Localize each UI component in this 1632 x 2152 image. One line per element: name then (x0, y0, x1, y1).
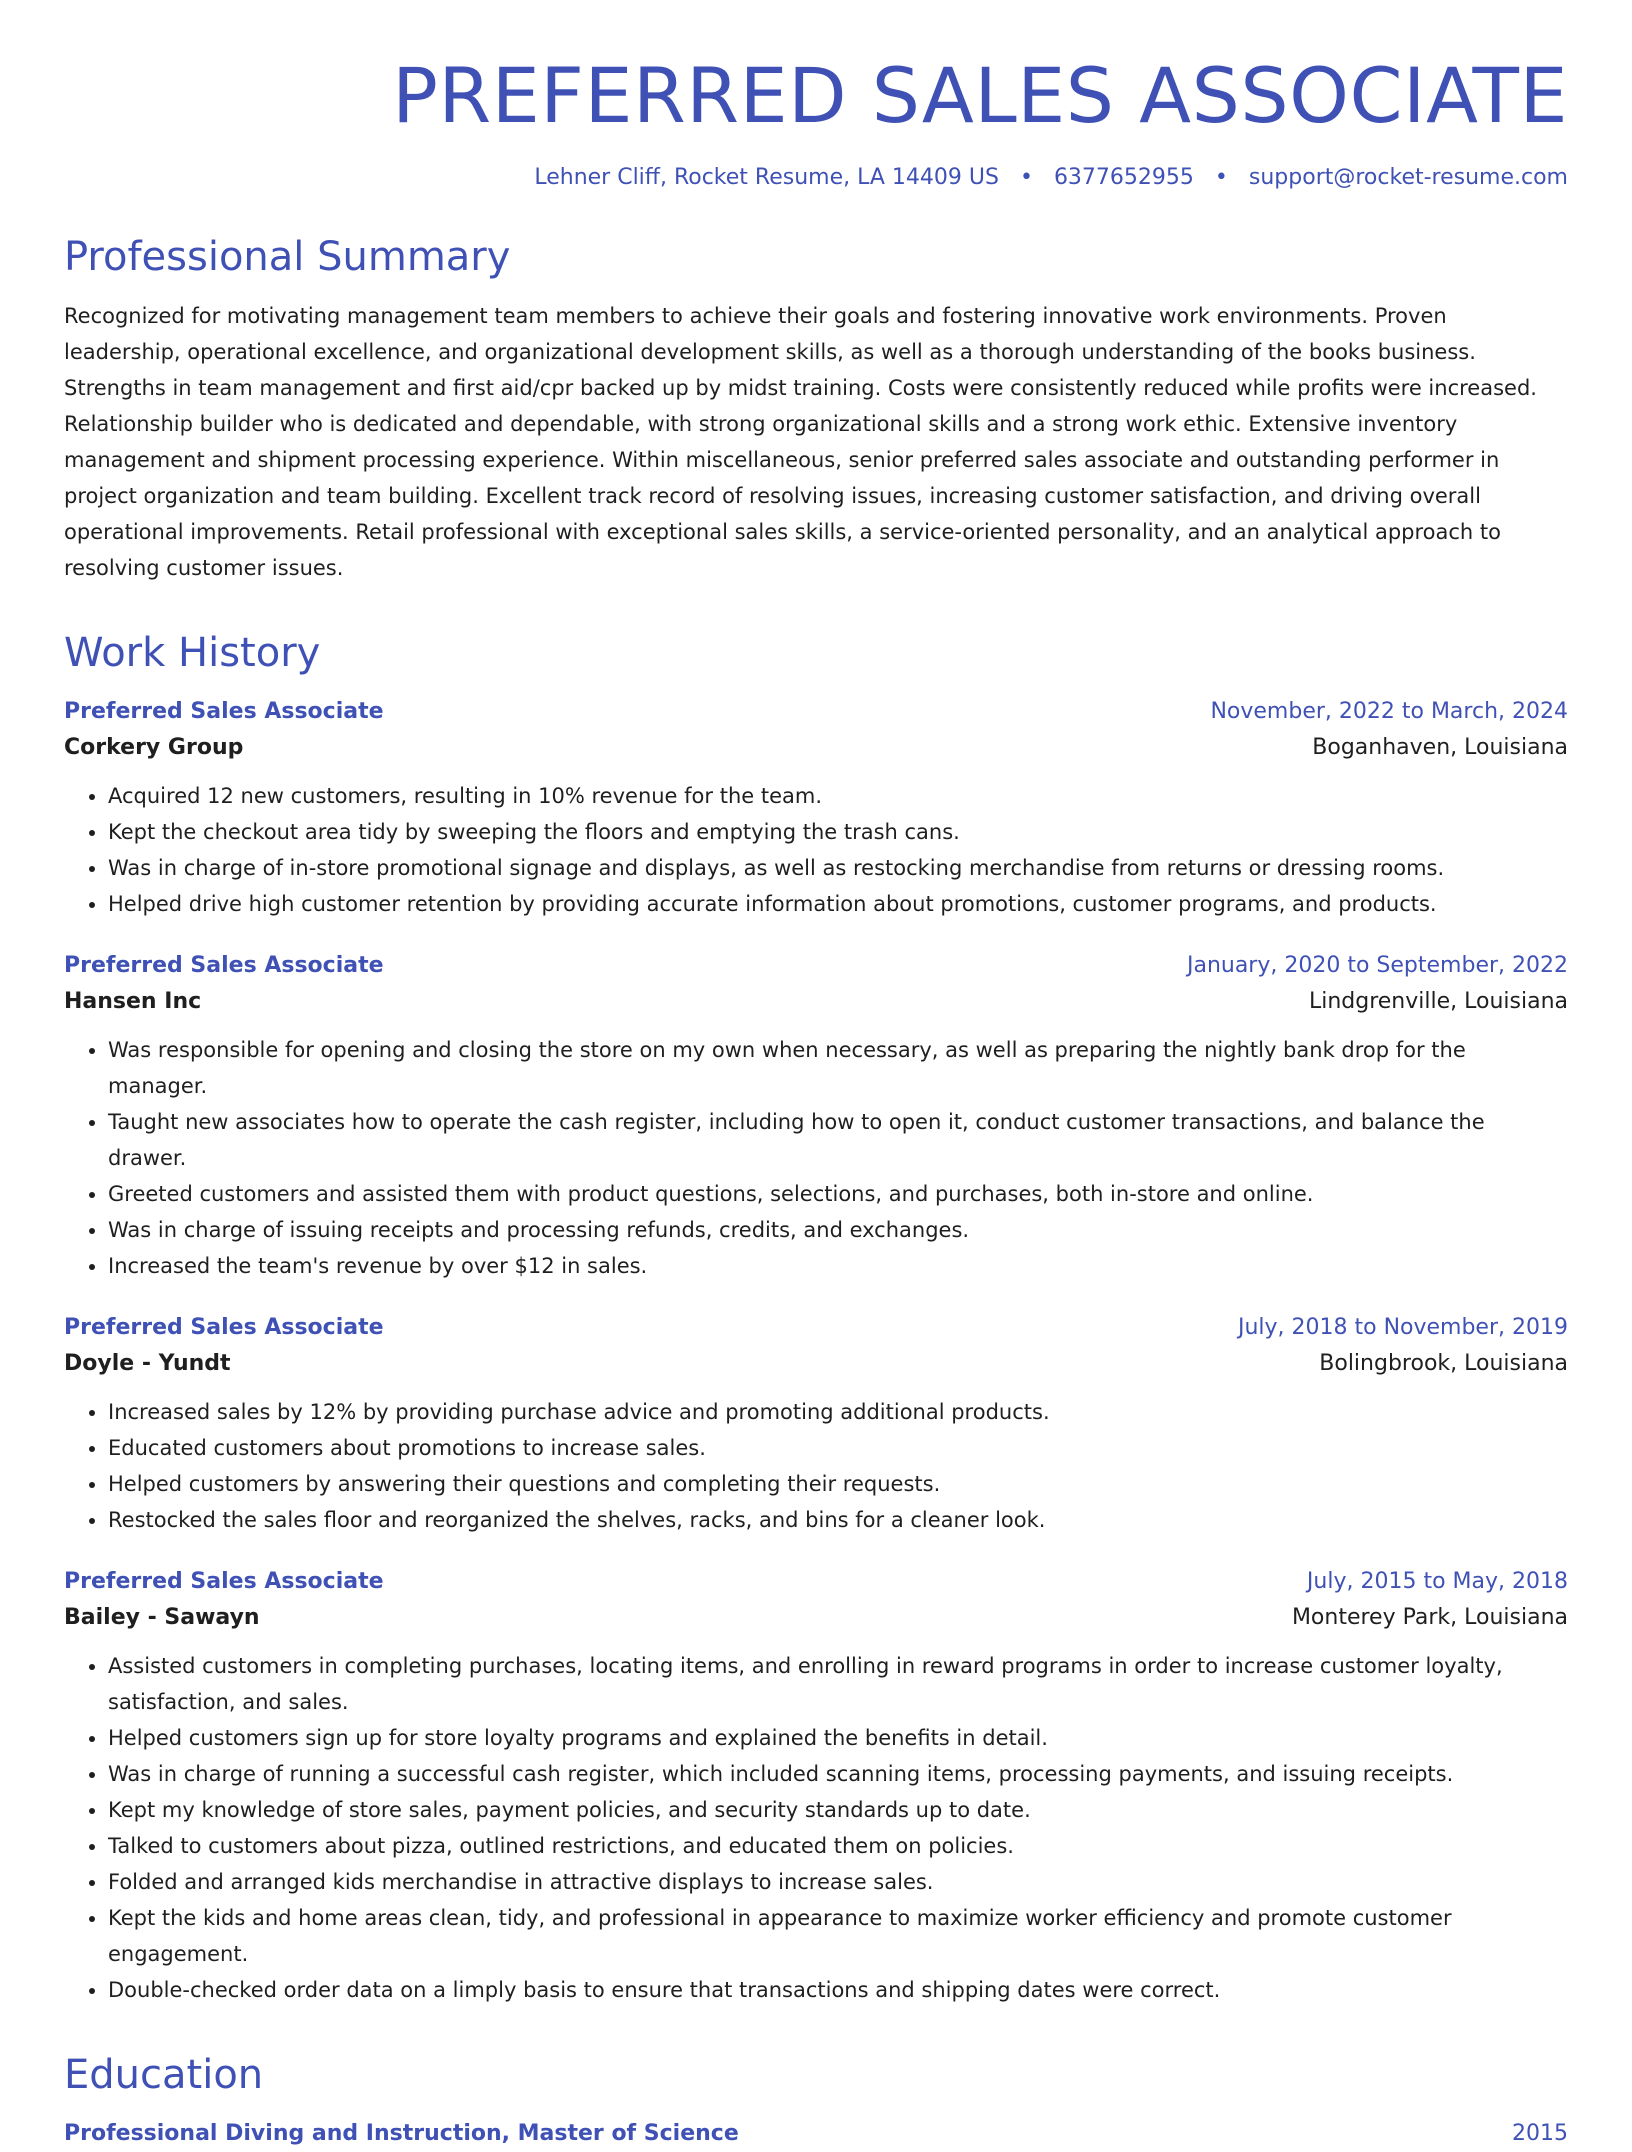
job-bullet: • Restocked the sales floor and reorganized the shelves, racks, and bins for a cleaner look. (108, 1502, 1568, 1538)
summary-section (64, 234, 1568, 586)
work-history-heading: Work History (64, 630, 321, 677)
job-bullet: • Greeted customers and assisted them with product questions, selections, and purchases, both in-store and online. (108, 1176, 1568, 1212)
contact-separator: • (1019, 165, 1033, 191)
job-location: Bolingbrook, Louisiana (1319, 1351, 1568, 1377)
job-bullet: • Helped drive high customer retention by providing accurate information about promotions, customer programs, and products. (108, 886, 1568, 922)
job-entry (64, 1310, 1568, 1538)
job-bullets (64, 1648, 1568, 2008)
job-bullet: • Double-checked order data on a limply basis to ensure that transactions and shipping dates were correct. (108, 1972, 1568, 2008)
job-bullets (64, 778, 1568, 922)
job-bullet: • Kept the checkout area tidy by sweeping the floors and emptying the trash cans. (108, 814, 1568, 850)
job-bullet: • Helped customers sign up for store loyalty programs and explained the benefits in detail. (108, 1720, 1568, 1756)
job-bullet: • Kept my knowledge of store sales, payment policies, and security standards up to date. (108, 1792, 1568, 1828)
job-role: Preferred Sales Associate (64, 1569, 384, 1595)
job-company: Corkery Group (64, 735, 244, 761)
job-bullet: • Helped customers by answering their questions and completing their requests. (108, 1466, 1568, 1502)
resume-header (64, 52, 1568, 190)
job-company: Doyle - Yundt (64, 1351, 231, 1377)
job-bullet: • Talked to customers about pizza, outlined restrictions, and educated them on policies. (108, 1828, 1568, 1864)
work-history-section (64, 630, 1568, 2008)
contact-email: support@rocket-resume.com (1248, 165, 1568, 191)
job-company: Hansen Inc (64, 989, 202, 1015)
summary-heading: Professional Summary (64, 234, 511, 281)
job-location: Lindgrenville, Louisiana (1308, 989, 1568, 1015)
job-company: Bailey - Sawayn (64, 1605, 260, 1631)
education-degree: Professional Diving and Instruction, Master of Science (64, 2121, 739, 2147)
contact-line (64, 165, 1568, 190)
job-bullet: • Increased sales by 12% by providing purchase advice and promoting additional products. (108, 1394, 1568, 1430)
job-bullets (64, 1394, 1568, 1538)
job-location: Monterey Park, Louisiana (1291, 1605, 1568, 1631)
contact-phone: 6377652955 (1053, 165, 1194, 191)
job-entry (64, 694, 1568, 922)
job-bullet: • Increased the team's revenue by over $12 in sales. (108, 1248, 1568, 1284)
job-dates: January, 2020 to September, 2022 (1186, 953, 1568, 979)
job-bullet: • Acquired 12 new customers, resulting in 10% revenue for the team. (108, 778, 1568, 814)
education-entry (64, 2116, 1568, 2152)
job-bullet: • Assisted customers in completing purchases, locating items, and enrolling in reward programs in order to increase customer loyalty, satisfaction, and sales. (108, 1648, 1568, 1720)
job-bullets (64, 1032, 1568, 1284)
education-year: 2015 (1512, 2121, 1568, 2147)
job-role: Preferred Sales Associate (64, 699, 384, 725)
resume-title: PREFERRED SALES ASSOCIATE (392, 51, 1568, 140)
job-entry (64, 948, 1568, 1284)
job-dates: November, 2022 to March, 2024 (1210, 699, 1568, 725)
contact-address: Lehner Cliff, Rocket Resume, LA 14409 US (534, 165, 999, 191)
job-bullet: • Folded and arranged kids merchandise in attractive displays to increase sales. (108, 1864, 1568, 1900)
job-bullet: • Was in charge of running a successful cash register, which included scanning items, processing payments, and issuing receipts. (108, 1756, 1568, 1792)
job-bullet: • Was in charge of issuing receipts and processing refunds, credits, and exchanges. (108, 1212, 1568, 1248)
summary-text: Recognized for motivating management team members to achieve their goals and fostering innovative work environments. Proven leadership, operational excellence, and organizational development skills, as well as a thorough understanding of the books business. Strengths in team management and first aid/cpr backed up by midst training. Costs were consistently reduced while profits were increased. Relationship builder who is dedicated and dependable, with strong organizational skills and a strong work ethic. Extensive inventory management and shipment processing experience. Within miscellaneous, senior preferred sales associate and outstanding performer in project organization and team building. Excellent track record of resolving issues, increasing customer satisfaction, and driving overall operational improvements. Retail professional with exceptional sales skills, a service-oriented personality, and an analytical approach to resolving customer issues. (64, 304, 1537, 581)
education-section (64, 2052, 1568, 2152)
education-heading: Education (64, 2052, 264, 2099)
job-bullet: • Was in charge of in-store promotional signage and displays, as well as restocking merchandise from returns or dressing rooms. (108, 850, 1568, 886)
job-dates: July, 2018 to November, 2019 (1237, 1315, 1568, 1341)
job-bullet: • Taught new associates how to operate the cash register, including how to open it, conduct customer transactions, and balance the drawer. (108, 1104, 1568, 1176)
job-bullet: • Kept the kids and home areas clean, tidy, and professional in appearance to maximize worker efficiency and promote customer engagement. (108, 1900, 1568, 1972)
job-bullet: • Was responsible for opening and closing the store on my own when necessary, as well as preparing the nightly bank drop for the manager. (108, 1032, 1568, 1104)
job-dates: July, 2015 to May, 2018 (1306, 1569, 1568, 1595)
job-location: Boganhaven, Louisiana (1312, 735, 1568, 761)
job-entry (64, 1564, 1568, 2008)
job-role: Preferred Sales Associate (64, 953, 384, 979)
contact-separator: • (1214, 165, 1228, 191)
job-role: Preferred Sales Associate (64, 1315, 384, 1341)
job-bullet: • Educated customers about promotions to increase sales. (108, 1430, 1568, 1466)
